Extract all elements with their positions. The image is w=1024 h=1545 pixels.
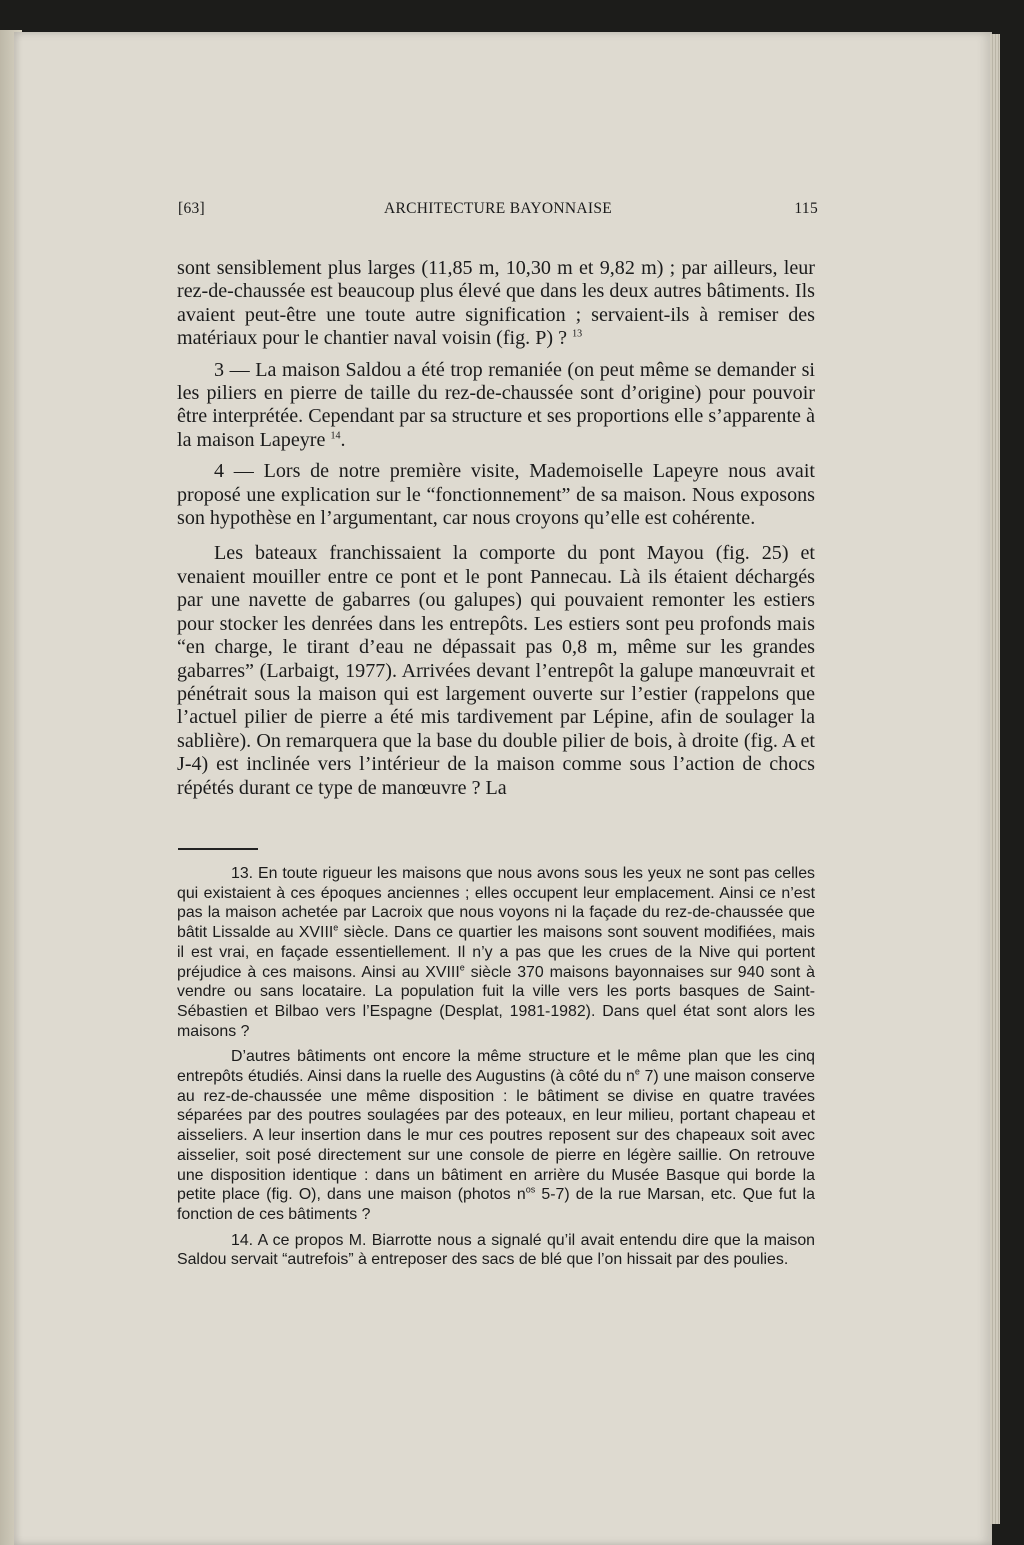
footnote-13-text-a: 13. En toute rigueur les maisons que nous avons sous les yeux ne sont pas celles qui existaient à ces époques anciennes ; elles occupent leur emplacement. Ainsi ce n’est pas la maison achetée par Lacroix que nous voyons ni la façade du rez-de-chaussée que bâtit Lissalde au XVIII [177, 865, 815, 942]
footnote-ref-14: 14 [330, 430, 341, 442]
footnote-13 [177, 864, 815, 1041]
paragraph-2-end: . [340, 428, 346, 451]
page-edges [990, 34, 1000, 1524]
paragraph-2 [177, 359, 815, 453]
footnote-13-cont-sup-2: os [525, 1184, 536, 1195]
footnote-rule [178, 848, 258, 850]
footnote-13-continued [177, 1047, 815, 1224]
footnote-ref-13: 13 [572, 328, 583, 340]
footnote-13-cont-text-b: 7) une maison conserve au rez-de-chaussée une même disposition : le bâtiment se divise en quatre travées séparées par des poutres soulagées par des poteaux, en leur milieu, portant chapeau et aisseliers. A leur insertion dans le mur ces poutres reposent sur des chapeaux soit avec aisselier, soit posé directement sur une console de pierre en légère saillie. On retrouve une disposition identique : dans un bâtiment en arrière du Musée Basque qui borde la petite place (fig. O), dans une maison (photos n [177, 1068, 815, 1204]
footnote-13-text-b: siècle. Dans ce quartier les maisons sont souvent modifiées, mais il est vrai, en façade essentiellement. Il n’y a pas que les crues de la Nive qui portent préjudice à ces maisons. Ainsi au XVIII [177, 924, 815, 981]
paragraph-4: Les bateaux franchissaient la comporte du pont Mayou (fig. 25) et venaient mouiller entre ce pont et le pont Pannecau. Là ils étaient déchargés par une navette de gabarres (ou galupes) qui pouvaient remonter les estiers pour stocker les denrées dans les entrepôts. Les estiers sont peu profonds mais “en charge, le tirant d’eau ne dépassait pas 0,8 m, même sur les grandes gabarres” (Larbaigt, 1977). Arrivées devant l’entrepôt la galupe manœuvrait et pénétrait sous la maison qui est largement ouverte sur l’estier (rappelons que l’actuel pilier de pierre a été mis tardivement par Lépine, afin de soulager la sablière). On remarquera que la base du double pilier de bois, à droite (fig. A et J-4) est inclinée vers l’intérieur de la maison comme sous l’action de chocs répétés durant ce type de manœuvre ? La [177, 542, 815, 799]
footnote-13-cont-text-c: 5-7) de la rue Marsan, etc. Que fut la fonction de ces bâtiments ? [177, 1186, 815, 1223]
chapter-number: [63] [178, 200, 206, 217]
footnote-13-sup-1: e [333, 922, 339, 933]
footnote-13-sup-2: e [459, 962, 465, 973]
paragraph-2-text: 3 — La maison Saldou a été trop remaniée (on peut même se demander si les piliers en pierre de taille du rez-de-chaussée sont d’origine) pour pouvoir être interprétée. Cependant par sa structure et ses proportions elle s’apparente à la maison Lapeyre [177, 358, 815, 451]
running-title: ARCHITECTURE BAYONNAISE [383, 200, 613, 217]
footnote-13-cont-sup-1: e [634, 1066, 640, 1077]
page-number: 115 [794, 200, 818, 217]
paragraph-1 [177, 257, 815, 351]
paragraph-3: 4 — Lors de notre première visite, Mademoiselle Lapeyre nous avait proposé une explication sur le “fonctionnement” de sa maison. Nous exposons son hypothèse en l’argumentant, car nous croyons qu’elle est cohérente. [177, 460, 815, 530]
main-text [177, 257, 815, 800]
paragraph-1-text: sont sensiblement plus larges (11,85 m, 10,30 m et 9,82 m) ; par ailleurs, leur rez-de-chaussée est beaucoup plus élevé que dans les deux autres bâtiments. Ils avaient peut-être une toute autre signification ; servaient-ils à remiser des matériaux pour le chantier naval voisin (fig. P) ? [177, 257, 815, 350]
running-head [178, 200, 818, 224]
footnote-13-cont-text-a: D’autres bâtiments ont encore la même structure et le même plan que les cinq entrepôts étudiés. Ainsi dans la ruelle des Augustins (à côté du n [177, 1048, 815, 1086]
footnote-14: 14. A ce propos M. Biarrotte nous a signalé qu’il avait entendu dire que la maison Saldou servait “autrefois” à entreposer des sacs de blé que l’on hissait par des poulies. [177, 1231, 815, 1269]
footnote-13-text-c: siècle 370 maisons bayonnaises sur 940 sont à vendre ou sans locataire. La population fuit la ville vers les ports basques de Saint-Sébastien et Bilbao vers l’Espagne (Desplat, 1981-1982). Dans quel état sont alors les maisons ? [177, 963, 815, 1040]
footnotes [177, 864, 815, 1270]
